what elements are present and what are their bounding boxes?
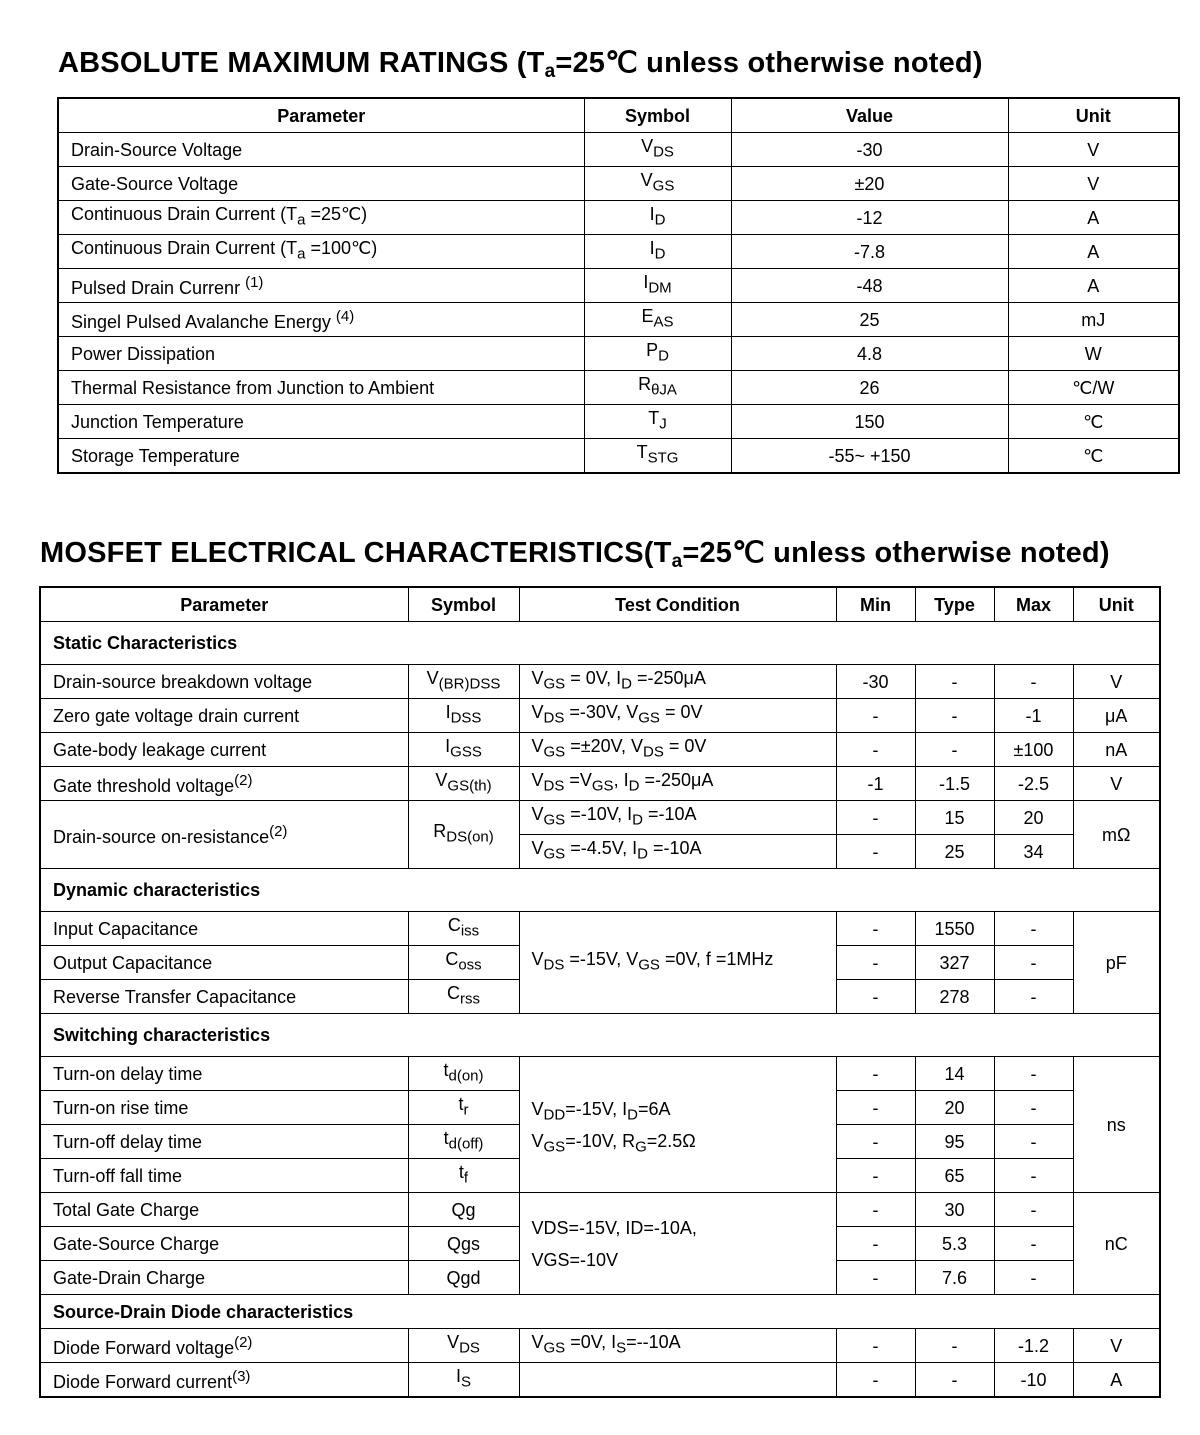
unit-cell: ℃/W (1008, 371, 1179, 405)
min-cell: - (836, 912, 915, 946)
table-row (40, 1363, 1160, 1398)
symbol-cell: $I_{DSS}$ (408, 699, 519, 733)
symbol-cell: $V_{DS}$ (408, 1329, 519, 1363)
condition-cell (519, 1057, 836, 1193)
parameter-cell: Zero gate voltage drain current (40, 699, 408, 733)
parameter-cell: Singel Pulsed Avalanche Energy $^{(4)}$ (58, 303, 584, 337)
column-header: Value (731, 98, 1008, 133)
unit-cell: V (1073, 665, 1160, 699)
symbol-cell: $t_{d(off)}$ (408, 1125, 519, 1159)
parameter-cell: Continuous Drain Current ($T_a$ =25℃) (58, 201, 584, 235)
typ-cell: - (915, 733, 994, 767)
value-cell: 150 (731, 405, 1008, 439)
value-cell: 4.8 (731, 337, 1008, 371)
section-title: Source-Drain Diode characteristics (40, 1295, 1160, 1329)
max-cell: - (994, 980, 1073, 1014)
max-cell: - (994, 665, 1073, 699)
max-cell: -10 (994, 1363, 1073, 1398)
condition-cell: $V_{DS} =-30V$, $V_{GS} = 0V$ (519, 699, 836, 733)
table-row (40, 912, 1160, 946)
max-cell: - (994, 946, 1073, 980)
parameter-cell: Output Capacitance (40, 946, 408, 980)
min-cell: - (836, 835, 915, 869)
column-header: Max (994, 587, 1073, 622)
min-cell: - (836, 1193, 915, 1227)
header-row (58, 98, 1179, 133)
typ-cell: 25 (915, 835, 994, 869)
parameter-cell: Diode Forward current$^{(3)}$ (40, 1363, 408, 1398)
symbol-cell: $t_r$ (408, 1091, 519, 1125)
typ-cell: 5.3 (915, 1227, 994, 1261)
parameter-cell: Gate-Source Charge (40, 1227, 408, 1261)
value-cell: -30 (731, 133, 1008, 167)
condition-cell (519, 1193, 836, 1295)
unit-cell: nA (1073, 733, 1160, 767)
symbol-cell: $C_{iss}$ (408, 912, 519, 946)
parameter-cell: Gate threshold voltage$^{(2)}$ (40, 767, 408, 801)
table-row (58, 201, 1179, 235)
condition-cell: $V_{DS} =V_{GS}$, $I_D =-250\mu A$ (519, 767, 836, 801)
max-cell: -1 (994, 699, 1073, 733)
symbol-cell: $I_S$ (408, 1363, 519, 1398)
unit-cell: A (1008, 201, 1179, 235)
typ-cell: 95 (915, 1125, 994, 1159)
typ-cell: -1.5 (915, 767, 994, 801)
value-cell: 25 (731, 303, 1008, 337)
parameter-cell: Turn-off fall time (40, 1159, 408, 1193)
absolute-maximum-ratings-table (57, 97, 1180, 474)
unit-cell: mJ (1008, 303, 1179, 337)
min-cell: -30 (836, 665, 915, 699)
column-header: Parameter (58, 98, 584, 133)
column-header: Test Condition (519, 587, 836, 622)
condition-cell: $V_{GS} =0V$, $I_S=--10A$ (519, 1329, 836, 1363)
parameter-cell: Pulsed Drain Currenr $^{(1)}$ (58, 269, 584, 303)
section-row (40, 869, 1160, 912)
symbol-cell: $P_D$ (584, 337, 731, 371)
symbol-cell: $V_{GS}$ (584, 167, 731, 201)
typ-cell: 15 (915, 801, 994, 835)
table-row (58, 133, 1179, 167)
typ-cell: - (915, 699, 994, 733)
typ-cell: 7.6 (915, 1261, 994, 1295)
condition-cell: $V_{DS} =-15V$, $V_{GS} =0V$, f =1MHz (519, 912, 836, 1014)
unit-cell: A (1073, 1363, 1160, 1398)
max-cell: - (994, 1193, 1073, 1227)
symbol-cell: $R_{DS(on)}$ (408, 801, 519, 869)
table-row (40, 733, 1160, 767)
section-title: Switching characteristics (40, 1014, 1160, 1057)
section-row (40, 622, 1160, 665)
value-cell: 26 (731, 371, 1008, 405)
column-header: Symbol (408, 587, 519, 622)
min-cell: - (836, 801, 915, 835)
column-header: Min (836, 587, 915, 622)
typ-cell: - (915, 1329, 994, 1363)
parameter-cell: Reverse Transfer Capacitance (40, 980, 408, 1014)
symbol-cell: $I_{DM}$ (584, 269, 731, 303)
electrical-characteristics-title: MOSFET ELECTRICAL CHARACTERISTICS(Ta=25℃ unless otherwise noted) (40, 537, 1110, 572)
unit-cell: V (1073, 1329, 1160, 1363)
symbol-cell: $I_D$ (584, 235, 731, 269)
symbol-cell: $I_{GSS}$ (408, 733, 519, 767)
unit-cell: A (1008, 235, 1179, 269)
parameter-cell: Drain-source on-resistance$^{(2)}$ (40, 801, 408, 869)
symbol-cell: $E_{AS}$ (584, 303, 731, 337)
table-row (58, 405, 1179, 439)
min-cell: - (836, 1057, 915, 1091)
typ-cell: 327 (915, 946, 994, 980)
condition-cell: $V_{GS} =\pm 20V$, $V_{DS} = 0V$ (519, 733, 836, 767)
table-row (40, 767, 1160, 801)
symbol-cell: Qgs (408, 1227, 519, 1261)
unit-cell: A (1008, 269, 1179, 303)
table-row (58, 439, 1179, 474)
section-title: Static Characteristics (40, 622, 1160, 665)
parameter-cell: Turn-off delay time (40, 1125, 408, 1159)
unit-cell: μA (1073, 699, 1160, 733)
value-cell: ±20 (731, 167, 1008, 201)
absolute-maximum-ratings-title: ABSOLUTE MAXIMUM RATINGS (Ta=25℃ unless otherwise noted) (58, 47, 983, 82)
typ-cell: 14 (915, 1057, 994, 1091)
symbol-cell: $t_{d(on)}$ (408, 1057, 519, 1091)
max-cell: - (994, 1091, 1073, 1125)
min-cell: - (836, 946, 915, 980)
min-cell: - (836, 699, 915, 733)
max-cell: -2.5 (994, 767, 1073, 801)
condition-cell: $V_{GS} =-10V$, $I_D =-10A$ (519, 801, 836, 835)
symbol-cell: $T_{STG}$ (584, 439, 731, 474)
min-cell: - (836, 1261, 915, 1295)
max-cell: - (994, 1159, 1073, 1193)
value-cell: -48 (731, 269, 1008, 303)
table-row (58, 337, 1179, 371)
parameter-cell: Turn-on delay time (40, 1057, 408, 1091)
max-cell: - (994, 1057, 1073, 1091)
condition-cell: $V_{GS} =-4.5V$, $I_D =-10A$ (519, 835, 836, 869)
symbol-cell: $V_{(BR)DSS}$ (408, 665, 519, 699)
typ-cell: 278 (915, 980, 994, 1014)
typ-cell: 30 (915, 1193, 994, 1227)
table-row (58, 235, 1179, 269)
max-cell: - (994, 1227, 1073, 1261)
parameter-cell: Gate-Drain Charge (40, 1261, 408, 1295)
max-cell: 34 (994, 835, 1073, 869)
unit-cell: mΩ (1073, 801, 1160, 869)
parameter-cell: Drain-Source Voltage (58, 133, 584, 167)
table-row (40, 801, 1160, 835)
symbol-cell: Qgd (408, 1261, 519, 1295)
value-cell: -7.8 (731, 235, 1008, 269)
min-cell: - (836, 980, 915, 1014)
table-row (40, 1057, 1160, 1091)
min-cell: - (836, 1227, 915, 1261)
parameter-cell: Power Dissipation (58, 337, 584, 371)
column-header: Symbol (584, 98, 731, 133)
column-header: Type (915, 587, 994, 622)
max-cell: -1.2 (994, 1329, 1073, 1363)
parameter-cell: Drain-source breakdown voltage (40, 665, 408, 699)
column-header: Unit (1073, 587, 1160, 622)
condition-line: VGS=-10V (531, 1249, 619, 1270)
max-cell: 20 (994, 801, 1073, 835)
min-cell: - (836, 1125, 915, 1159)
table-row (58, 269, 1179, 303)
table-row (58, 167, 1179, 201)
value-cell: -55~ +150 (731, 439, 1008, 474)
min-cell: - (836, 1329, 915, 1363)
unit-cell: V (1008, 133, 1179, 167)
min-cell: - (836, 1363, 915, 1398)
min-cell: - (836, 1091, 915, 1125)
typ-cell: 65 (915, 1159, 994, 1193)
header-row (40, 587, 1160, 622)
section-row (40, 1295, 1160, 1329)
typ-cell: 20 (915, 1091, 994, 1125)
parameter-cell: Total Gate Charge (40, 1193, 408, 1227)
parameter-cell: Gate-body leakage current (40, 733, 408, 767)
max-cell: - (994, 1125, 1073, 1159)
column-header: Unit (1008, 98, 1179, 133)
unit-cell: V (1073, 767, 1160, 801)
table-row (58, 371, 1179, 405)
table-row (58, 303, 1179, 337)
condition-cell (519, 1363, 836, 1398)
parameter-cell: Continuous Drain Current ($T_a$ =100℃) (58, 235, 584, 269)
table-row (40, 1193, 1160, 1227)
min-cell: - (836, 733, 915, 767)
parameter-cell: Gate-Source Voltage (58, 167, 584, 201)
max-cell: - (994, 1261, 1073, 1295)
parameter-cell: Input Capacitance (40, 912, 408, 946)
symbol-cell: Qg (408, 1193, 519, 1227)
table-row (40, 665, 1160, 699)
unit-cell: ℃ (1008, 439, 1179, 474)
condition-cell: $V_{GS} = 0V$, $I_D =-250\mu A$ (519, 665, 836, 699)
table-row (40, 699, 1160, 733)
value-cell: -12 (731, 201, 1008, 235)
symbol-cell: $I_D$ (584, 201, 731, 235)
unit-cell: ns (1073, 1057, 1160, 1193)
symbol-cell: $C_{rss}$ (408, 980, 519, 1014)
column-header: Parameter (40, 587, 408, 622)
unit-cell: V (1008, 167, 1179, 201)
symbol-cell: $R_{\theta JA}$ (584, 371, 731, 405)
min-cell: -1 (836, 767, 915, 801)
table-row (40, 1329, 1160, 1363)
parameter-cell: Turn-on rise time (40, 1091, 408, 1125)
symbol-cell: $V_{GS(th)}$ (408, 767, 519, 801)
parameter-cell: Storage Temperature (58, 439, 584, 474)
max-cell: ±100 (994, 733, 1073, 767)
symbol-cell: $C_{oss}$ (408, 946, 519, 980)
symbol-cell: $V_{DS}$ (584, 133, 731, 167)
unit-cell: ℃ (1008, 405, 1179, 439)
max-cell: - (994, 912, 1073, 946)
symbol-cell: $T_J$ (584, 405, 731, 439)
condition-line: VDS=-15V, ID=-10A, (531, 1217, 697, 1238)
symbol-cell: $t_f$ (408, 1159, 519, 1193)
unit-cell: nC (1073, 1193, 1160, 1295)
min-cell: - (836, 1159, 915, 1193)
typ-cell: - (915, 665, 994, 699)
electrical-characteristics-table (39, 586, 1161, 1398)
parameter-cell: Thermal Resistance from Junction to Ambient (58, 371, 584, 405)
condition-line: $V_{DD}=-15V$, $I_D=6A$ (531, 1098, 671, 1124)
section-title: Dynamic characteristics (40, 869, 1160, 912)
condition-line: $V_{GS}=-10V$, $R_G=2.5\Omega$ (531, 1130, 696, 1156)
parameter-cell: Diode Forward voltage$^{(2)}$ (40, 1329, 408, 1363)
parameter-cell: Junction Temperature (58, 405, 584, 439)
unit-cell: W (1008, 337, 1179, 371)
typ-cell: 1550 (915, 912, 994, 946)
typ-cell: - (915, 1363, 994, 1398)
section-row (40, 1014, 1160, 1057)
unit-cell: pF (1073, 912, 1160, 1014)
